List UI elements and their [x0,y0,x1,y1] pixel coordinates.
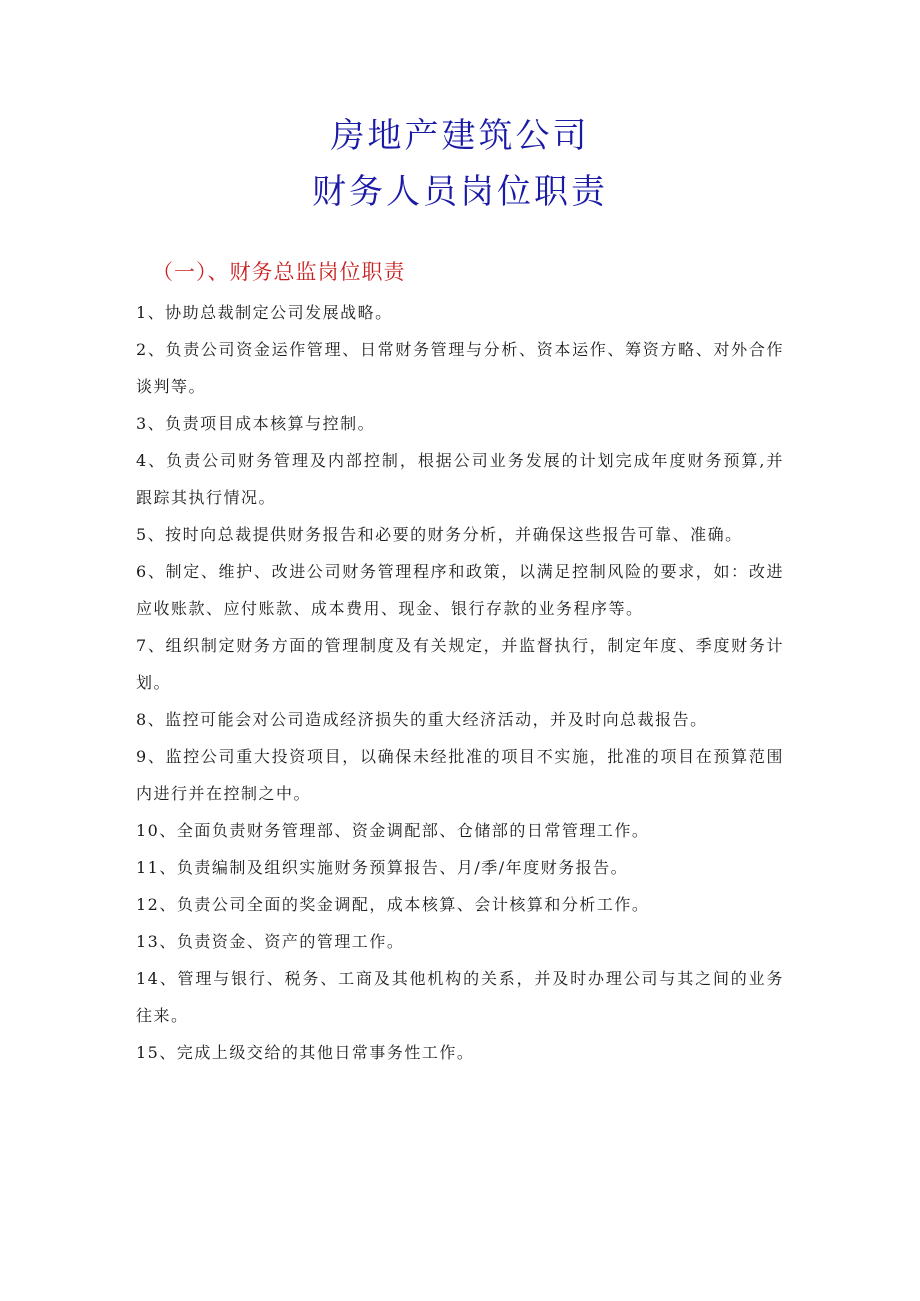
duty-item-6: 6、制定、维护、改进公司财务管理程序和政策，以满足控制风险的要求，如：改进应收账款、应付账款、成本费用、现金、银行存款的业务程序等。 [136,562,784,618]
duty-item-4: 4、负责公司财务管理及内部控制，根据公司业务发展的计划完成年度财务预算,并跟踪其执行情况。 [136,451,784,507]
duty-list [136,294,784,1071]
document-title [0,108,920,220]
title-line-subject: 财务人员岗位职责 [312,172,608,212]
duty-item-9: 9、监控公司重大投资项目，以确保未经批准的项目不实施，批准的项目在预算范围内进行并在控制之中。 [136,747,784,803]
section-heading: （一）、财务总监岗位职责 [152,260,406,284]
duty-item-14: 14、管理与银行、税务、工商及其他机构的关系，并及时办理公司与其之间的业务往来。 [136,969,784,1025]
title-line-company: 房地产建筑公司 [330,116,590,156]
duty-item-8: 8、监控可能会对公司造成经济损失的重大经济活动，并及时向总裁报告。 [136,710,708,729]
duty-item-2: 2、负责公司资金运作管理、日常财务管理与分析、资本运作、筹资方略、对外合作谈判等。 [136,340,784,396]
duty-item-1: 1、协助总裁制定公司发展战略。 [136,303,393,322]
duty-item-5: 5、按时向总裁提供财务报告和必要的财务分析，并确保这些报告可靠、准确。 [136,525,743,544]
duty-item-11: 11、负责编制及组织实施财务预算报告、月/季/年度财务报告。 [136,858,629,877]
duty-item-10: 10、全面负责财务管理部、资金调配部、仓储部的日常管理工作。 [136,821,650,840]
duty-item-3: 3、负责项目成本核算与控制。 [136,414,376,433]
duty-item-7: 7、组织制定财务方面的管理制度及有关规定，并监督执行，制定年度、季度财务计划。 [136,636,784,692]
duty-item-13: 13、负责资金、资产的管理工作。 [136,932,405,951]
duty-item-15: 15、完成上级交给的其他日常事务性工作。 [136,1043,475,1062]
duty-item-12: 12、负责公司全面的奖金调配，成本核算、会计核算和分析工作。 [136,895,650,914]
